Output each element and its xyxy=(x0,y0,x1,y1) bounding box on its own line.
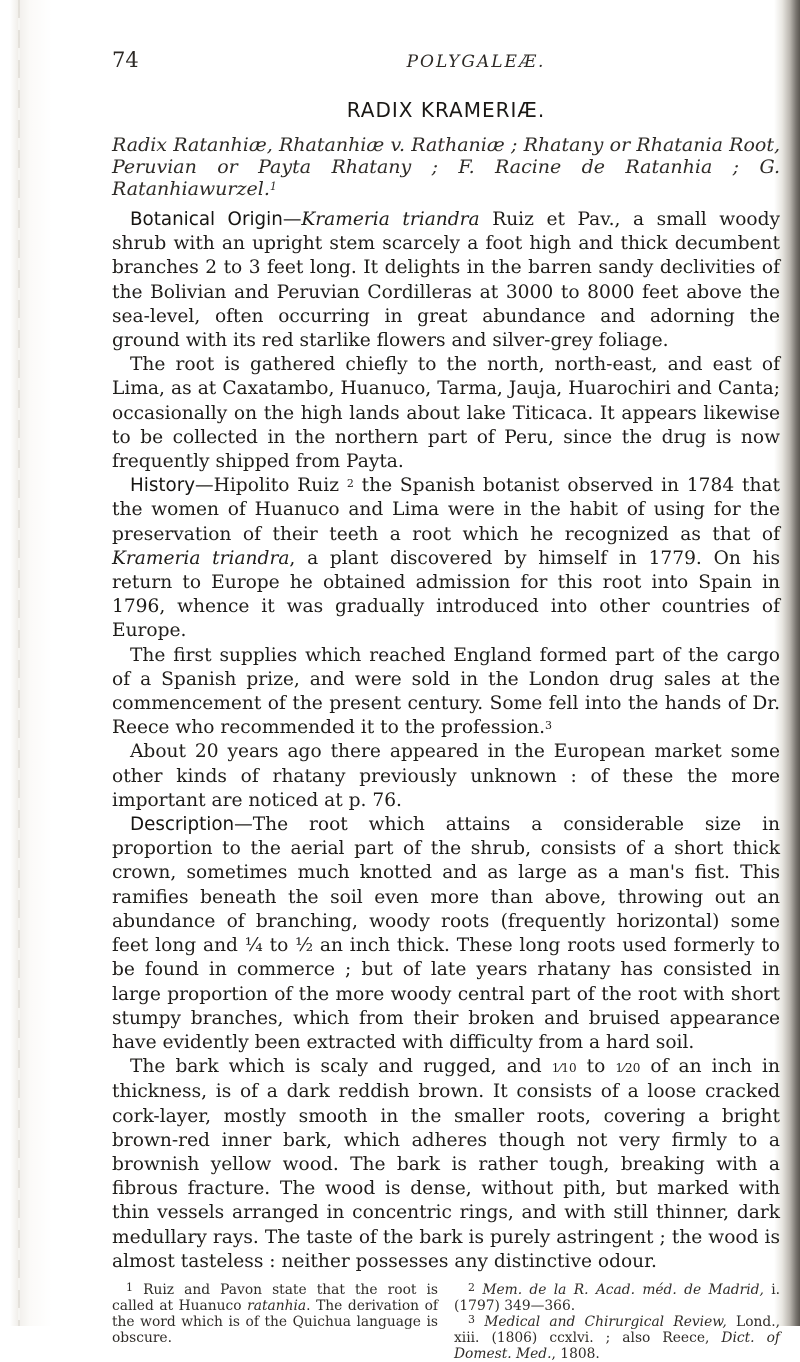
fraction: 1⁄10 xyxy=(551,1061,577,1076)
botanical-origin-section xyxy=(112,208,780,474)
botanical-origin-paragraph: Botanical Origin—Krameria triandra Ruiz et Pav., a small woody shrub with an upright stem scarcely a foot high and thick decumbent branches 2 to 3 feet long. It delights in the barren sandy declivities of the Bolivian and Peruvian Cordilleras at 3000 to 8000 feet above the sea-level, often occurring in great abundance and adorning the ground with its red starlike flowers and silver-grey foliage. xyxy=(112,209,781,352)
footnotes xyxy=(112,1282,780,1362)
description-label: Description xyxy=(130,814,235,836)
fraction: 1⁄20 xyxy=(615,1061,641,1076)
synonyms-text: Radix Ratanhiæ, Rhatanhiæ v. Rathaniæ ; Rhatany or Rhatania Root, Peruvian or Payta Rhatany ; F. Racine de Ratanhia ; G. Ratanhiawurzel. xyxy=(112,134,780,200)
footnote-1: $^1$ Ruiz and Pavon state that the root is called at Huanuco ratanhia. The derivation of the word which is of the Quichua language is obscure. xyxy=(112,1280,438,1346)
botanical-origin-text: Ruiz et Pav., a small woody shrub with an upright stem scarcely a foot high and thick decumbent branches 2 to 3 feet long. It delights in the barren sandy declivities of the Bolivian and Peruvian Cordilleras at 3000 to 8000 feet above the sea-level, often occurring in great abundance and adorning the ground with its red starlike flowers and silver-grey foliage. xyxy=(112,209,781,352)
synonyms-line xyxy=(112,134,780,200)
botanical-origin-label: Botanical Origin xyxy=(130,209,283,230)
article-heading: RADIX KRAMERIÆ. xyxy=(346,98,546,122)
collection-paragraph: The root is gathered chiefly to the north, north-east, and east of Lima, as at Caxatambo, Huanuco, Tarma, Jauja, Huarochiri and Canta; occasionally on the high lands about lake Titicaca. It appears likewise to be collected in the northern part of Peru, since the drug is now frequently shipped from Payta. xyxy=(112,354,780,473)
footnote-3: $^3$ Medical and Chirurgical Review, Lond., xiii. (1806) ccxlvi. ; also Reece, Dict. of Domest. Med., 1808. xyxy=(454,1312,781,1362)
history-label: History xyxy=(130,475,196,497)
description-paragraph: Description—The root which attains a considerable size in proportion to the aerial part of the shrub, consists of a short thick crown, sometimes much knotted and as large as a man's fist. This ramifies beneath the soil even more than above, throwing out an abundance of branching, woody roots (frequently horizontal) some feet long and ¼ to ½ an inch thick. These long roots used formerly to be found in commerce ; but of late years rhatany has consisted in large proportion of the more woody central part of the root with short stumpy branches, which from their broken and bruised appearance have evidently been extracted with difficulty from a hard soil. xyxy=(112,814,780,1053)
page-number: 74 xyxy=(112,48,139,72)
description-section xyxy=(112,813,780,1274)
species-name: Krameria triandra xyxy=(301,209,480,230)
footnote-ref-3: 3 xyxy=(545,719,553,733)
history-section xyxy=(112,474,780,813)
footnote-ref-2: 2 xyxy=(346,477,354,491)
species-name: Krameria triandra xyxy=(112,547,290,569)
book-page xyxy=(112,48,781,1362)
bark-paragraph: The bark which is scaly and rugged, and 1⁄10 to 1⁄20 of an inch in thickness, is of a dark reddish brown. It consists of a loose cracked cork-layer, mostly smooth in the smaller roots, covering a bright brown-red inner bark, which adheres though not very firmly to a brownish yellow wood. The bark is rather tough, breaking with a fibrous fracture. The wood is dense, without pith, but marked with thin vessels arranged in concentric rings, and with still thinner, dark medullary rays. The taste of the bark is purely astringent ; the wood is almost tasteless : neither possesses any distinctive odour. xyxy=(112,1056,780,1272)
footnote-column-left xyxy=(112,1282,438,1362)
running-head xyxy=(112,48,780,78)
running-section-title: POLYGALEÆ. xyxy=(406,52,546,72)
footnote-column-right xyxy=(454,1282,780,1362)
history-paragraph: History—Hipolito Ruiz $^2$ the Spanish botanist observed in 1784 that the women of Huanuco and Lima were in the habit of using for the preservation of their teeth a root which he recognized as that of Krameria triandra, a plant discovered by himself in 1779. On his return to Europe he obtained admission for this root into Spain in 1796, whence it was gradually introduced into other countries of Europe. xyxy=(112,475,781,642)
fraction: ½ xyxy=(295,935,314,957)
footnote-ref-1: 1 xyxy=(269,180,277,193)
fraction: ¼ xyxy=(244,935,263,957)
european-market-paragraph: About 20 years ago there appeared in the European market some other kinds of rhatany previously unknown : of these the more important are noticed at p. 76. xyxy=(112,741,780,811)
footnote-2: $^2$ Mem. de la R. Acad. méd. de Madrid, i. (1797) 349—366. xyxy=(454,1280,780,1314)
england-supply-paragraph: The first supplies which reached England formed part of the cargo of a Spanish prize, and were sold in the London drug sales at the commencement of the present century. Some fell into the hands of Dr. Reece who recommended it to the profession.$^3$ xyxy=(112,644,780,739)
scan-left-shadow xyxy=(0,0,52,1326)
